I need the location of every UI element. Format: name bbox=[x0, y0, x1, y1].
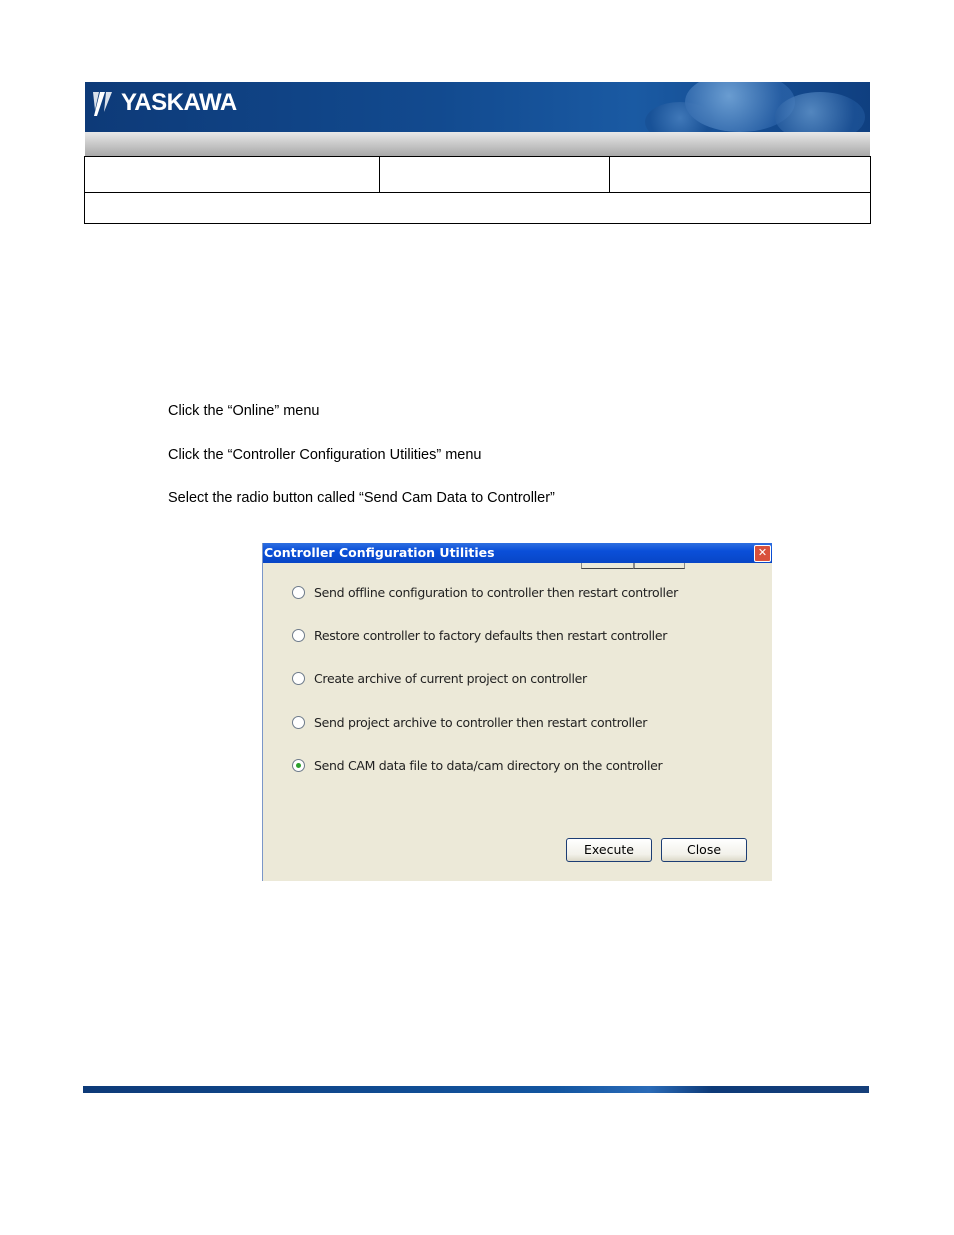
radio-button[interactable] bbox=[292, 672, 305, 685]
document-header-table bbox=[84, 156, 871, 224]
radio-label: Send offline configuration to controller then restart controller bbox=[314, 585, 678, 600]
hidden-control-edge bbox=[581, 563, 635, 569]
radio-button[interactable] bbox=[292, 586, 305, 599]
radio-button-selected[interactable] bbox=[292, 759, 305, 772]
header-cell bbox=[85, 157, 380, 193]
radio-label: Send CAM data file to data/cam directory on the controller bbox=[314, 758, 663, 773]
footer-bar bbox=[83, 1086, 869, 1093]
dialog-title: Controller Configuration Utilities bbox=[264, 545, 495, 560]
radio-label: Send project archive to controller then restart controller bbox=[314, 715, 648, 730]
yaskawa-logo bbox=[91, 88, 237, 118]
step-text: Click the “Controller Configuration Utilities” menu bbox=[168, 447, 482, 463]
header-cell bbox=[380, 157, 610, 193]
step-text: Click the “Online” menu bbox=[168, 403, 320, 419]
radio-button[interactable] bbox=[292, 716, 305, 729]
radio-option-create-archive[interactable] bbox=[292, 671, 587, 686]
hidden-control-edge bbox=[633, 563, 685, 569]
radio-option-send-archive[interactable] bbox=[292, 715, 647, 730]
yaskawa-logo-icon bbox=[91, 88, 119, 118]
step-text: Select the radio button called “Send Cam Data to Controller” bbox=[168, 490, 555, 506]
radio-option-restore-defaults[interactable] bbox=[292, 628, 667, 643]
controller-config-dialog bbox=[262, 543, 772, 881]
dialog-titlebar bbox=[263, 543, 772, 563]
banner-decoration bbox=[775, 92, 865, 132]
radio-button[interactable] bbox=[292, 629, 305, 642]
radio-label: Restore controller to factory defaults then restart controller bbox=[314, 628, 668, 643]
close-button[interactable]: Close bbox=[661, 838, 747, 862]
radio-label: Create archive of current project on controller bbox=[314, 671, 587, 686]
radio-option-send-offline-config[interactable] bbox=[292, 585, 678, 600]
header-cell bbox=[610, 157, 871, 193]
close-icon[interactable]: ✕ bbox=[754, 545, 771, 562]
header-banner bbox=[85, 82, 870, 132]
execute-button[interactable]: Execute bbox=[566, 838, 652, 862]
logo-text: YASKAWA bbox=[121, 89, 237, 116]
header-cell bbox=[85, 193, 871, 224]
radio-option-send-cam-data[interactable] bbox=[292, 758, 662, 773]
header-strip bbox=[85, 132, 870, 156]
